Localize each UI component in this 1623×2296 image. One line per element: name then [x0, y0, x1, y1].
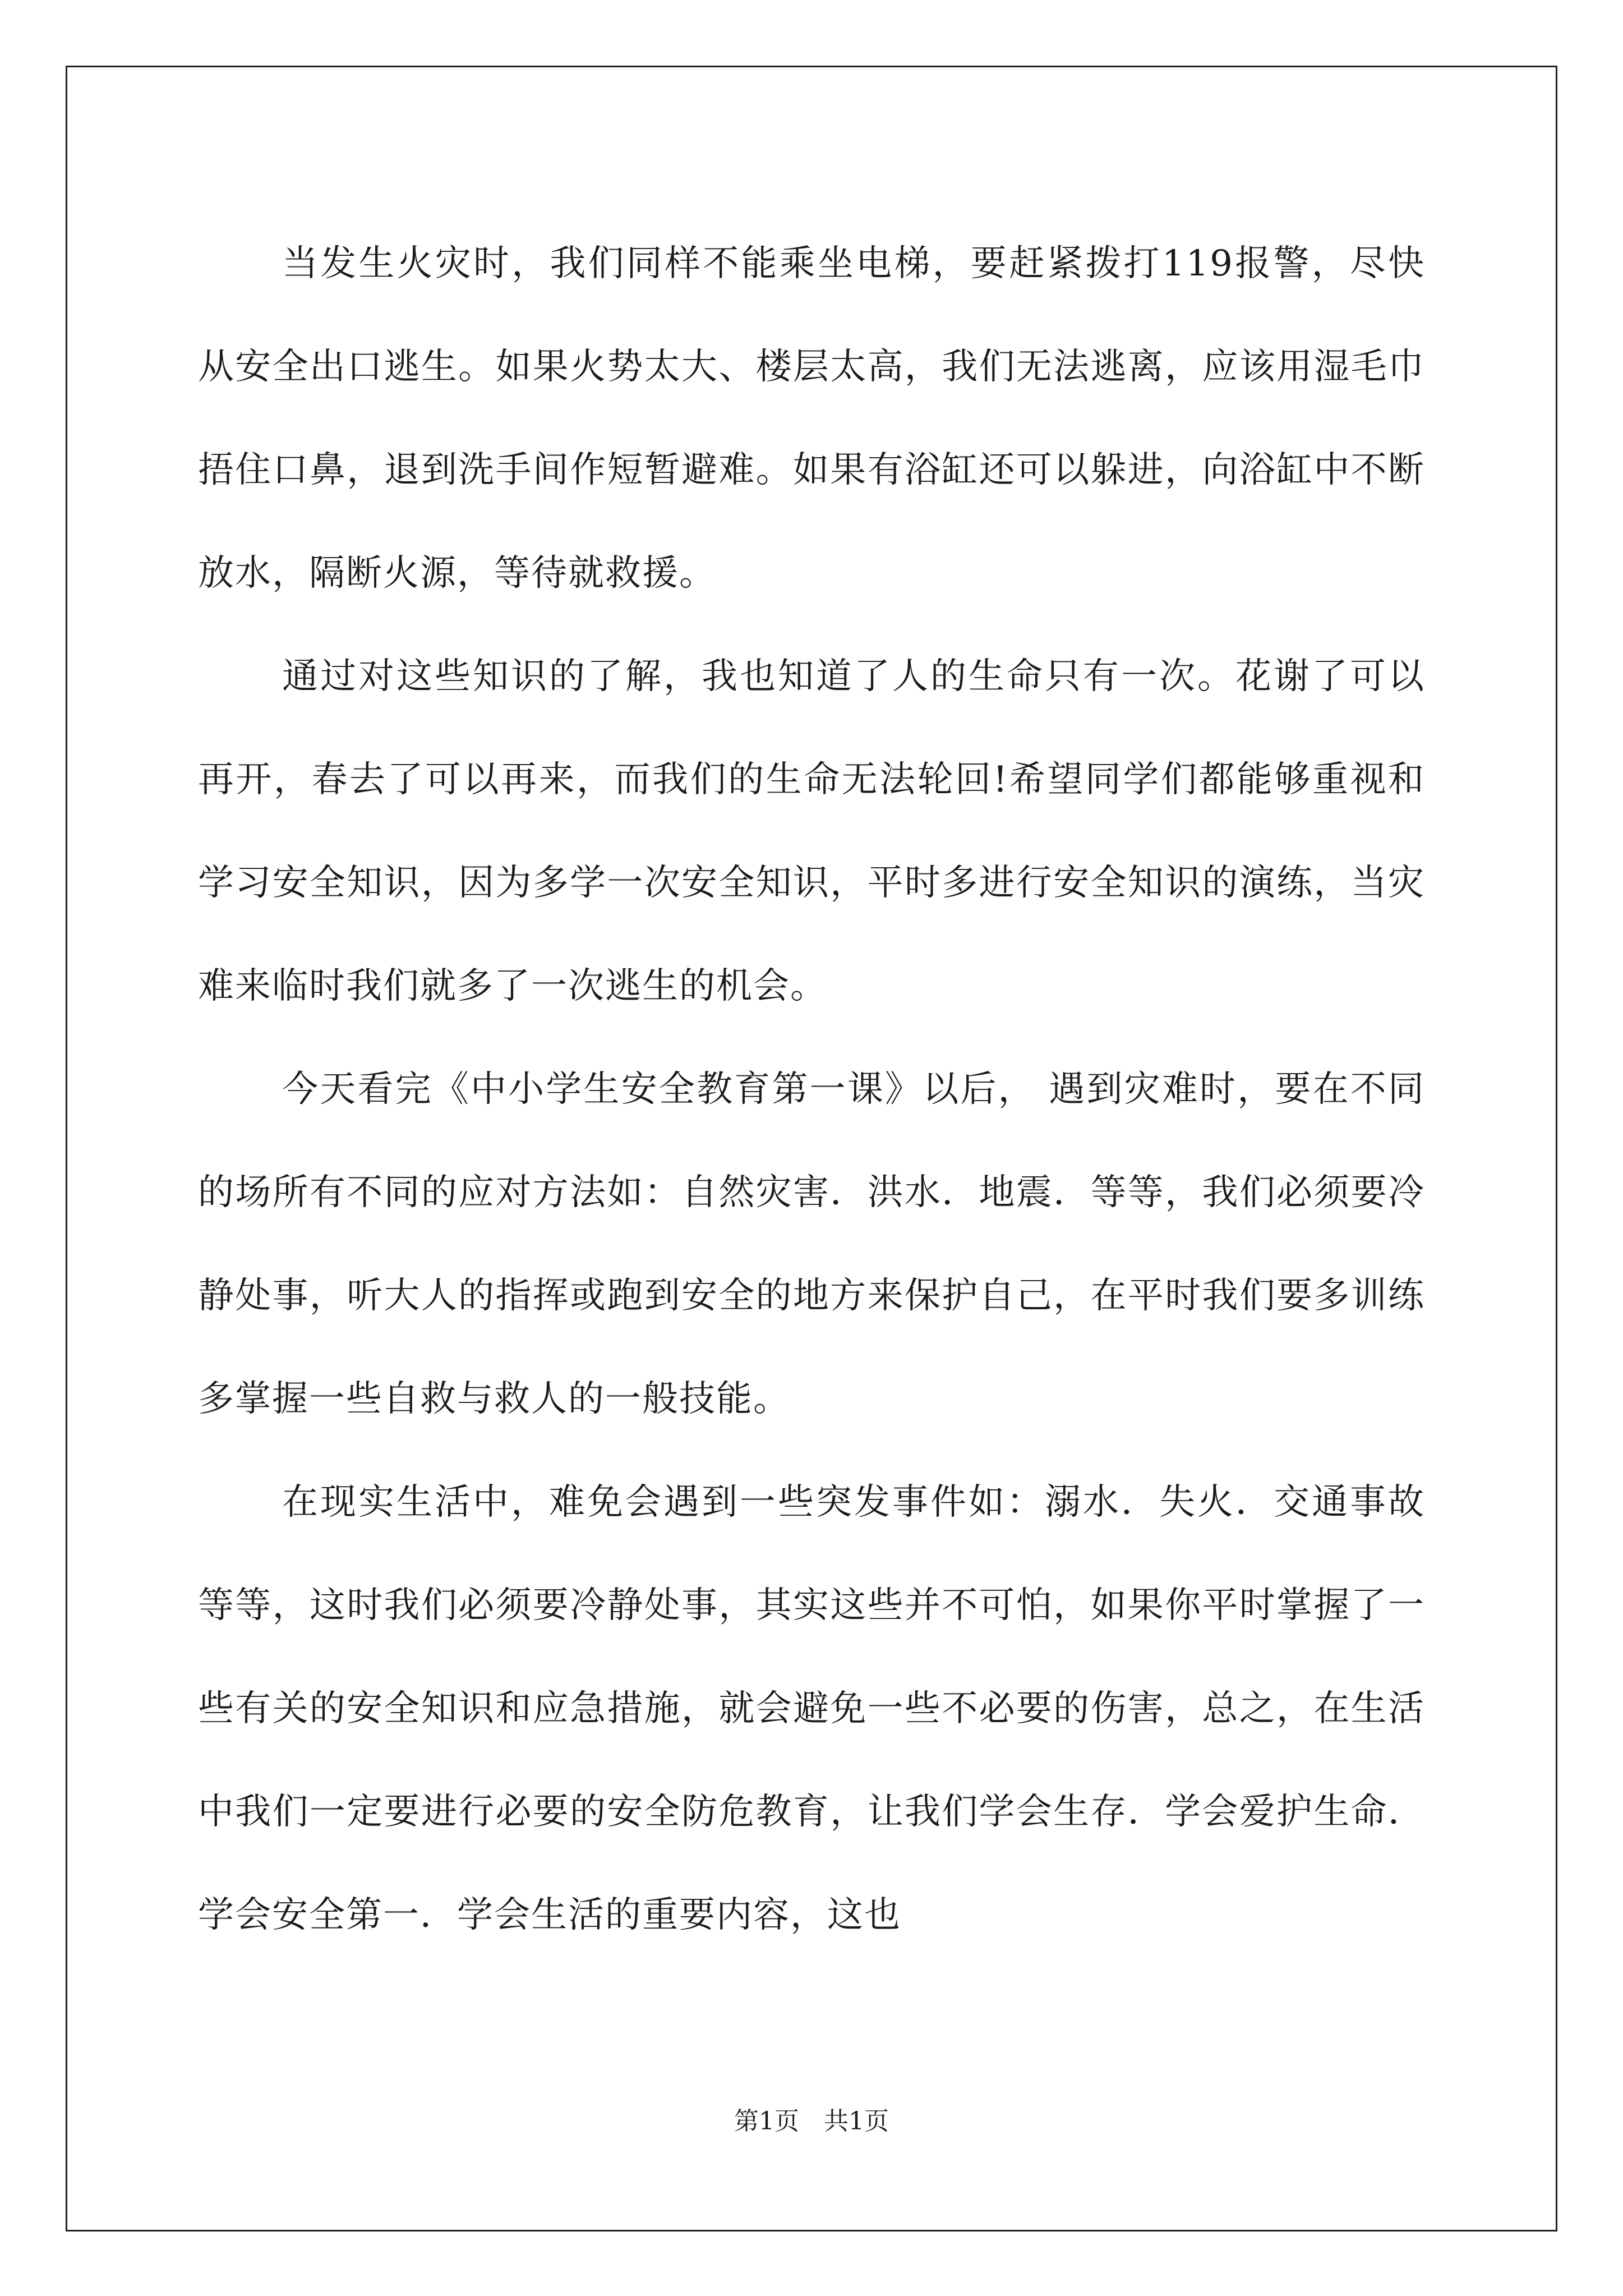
paragraph: 当发生火灾时，我们同样不能乘坐电梯，要赶紧拨打119报警，尽快从安全出口逃生。如果火势太大、楼层太高，我们无法逃离，应该用湿毛巾捂住口鼻，退到洗手间作短暂避难。如果有浴缸还可以躲进，向浴缸中不断放水，隔断火源，等待就救援。 — [198, 243, 1425, 594]
page-number: 第1页 — [734, 2107, 799, 2136]
paragraph: 通过对这些知识的了解，我也知道了人的生命只有一次。花谢了可以再开，春去了可以再来，而我们的生命无法轮回!希望同学们都能够重视和学习安全知识，因为多学一次安全知识，平时多进行安全知识的演练，当灾难来临时我们就多了一次逃生的机会。 — [198, 656, 1425, 1007]
page-footer — [0, 2105, 1623, 2138]
page-total: 共1页 — [824, 2107, 889, 2136]
paragraph: 在现实生活中，难免会遇到一些突发事件如：溺水．失火．交通事故等等，这时我们必须要冷静处事，其实这些并不可怕，如果你平时掌握了一些有关的安全知识和应急措施，就会避免一些不必要的伤害，总之，在生活中我们一定要进行必要的安全防危教育，让我们学会生存．学会爱护生命．学会安全第一．学会生活的重要内容，这也 — [198, 1481, 1425, 1936]
document-body — [198, 212, 1425, 1967]
paragraph: 今天看完《中小学生安全教育第一课》以后， 遇到灾难时，要在不同的场所有不同的应对方法如：自然灾害．洪水．地震．等等，我们必须要冷静处事，听大人的指挥或跑到安全的地方来保护自己，在平时我们要多训练多掌握一些自救与救人的一般技能。 — [198, 1069, 1425, 1420]
